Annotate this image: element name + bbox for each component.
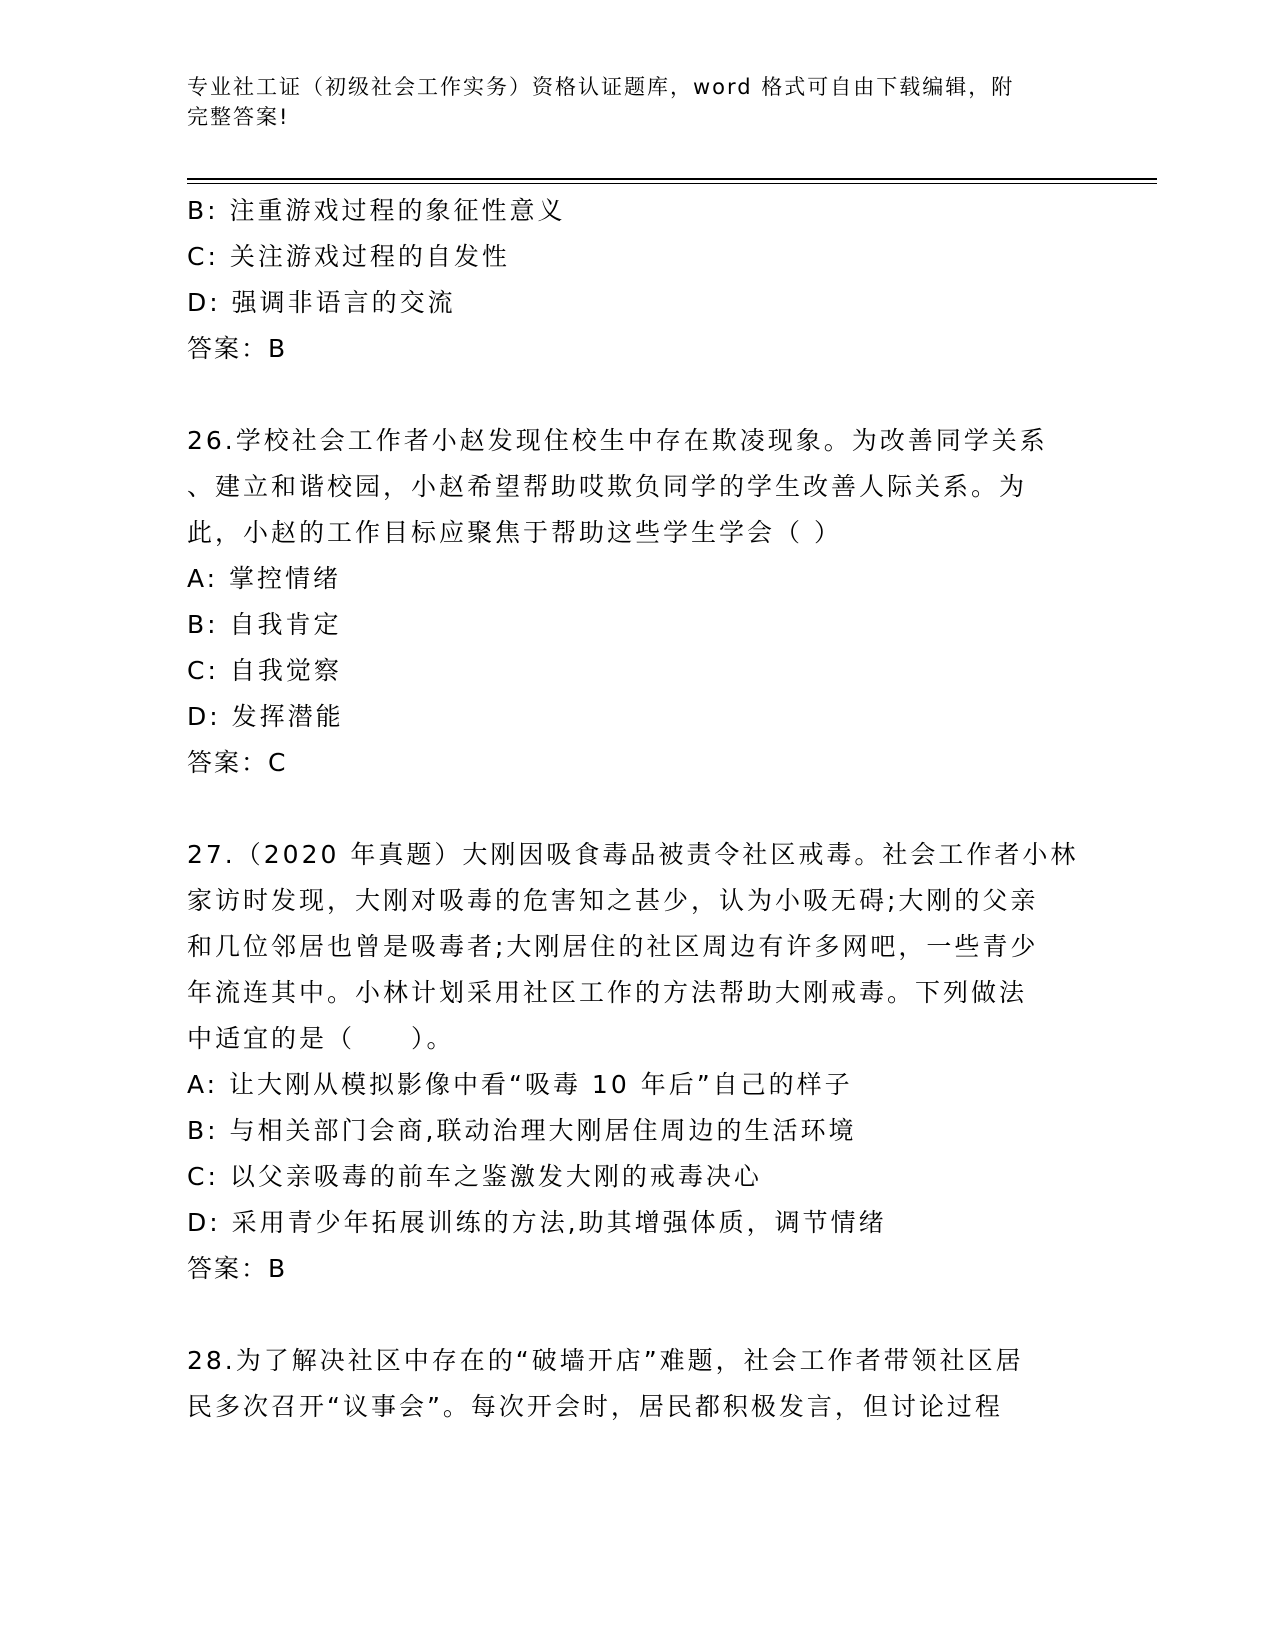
question-stem-line: 此，小赵的工作目标应聚焦于帮助这些学生学会（ ）	[187, 518, 842, 547]
question-stem-line: 中适宜的是（ ）。	[187, 1024, 455, 1053]
header-line: 完整答案!	[187, 105, 290, 129]
question-stem-line: 家访时发现，大刚对吸毒的危害知之甚少，认为小吸无碍;大刚的父亲	[187, 886, 1039, 915]
answer: 答案：C	[187, 748, 288, 777]
question-stem-line: 27.（2020 年真题）大刚因吸食毒品被责令社区戒毒。社会工作者小林	[187, 840, 1079, 869]
question-stem-line: 、建立和谐校园，小赵希望帮助哎欺负同学的学生改善人际关系。为	[187, 472, 1028, 501]
spacer	[187, 786, 1087, 832]
prev-question	[187, 188, 1087, 372]
question-stem-line: 和几位邻居也曾是吸毒者;大刚居住的社区周边有许多网吧，一些青少	[187, 932, 1039, 961]
option-b: B: 注重游戏过程的象征性意义	[187, 196, 566, 225]
question-stem-line: 年流连其中。小林计划采用社区工作的方法帮助大刚戒毒。下列做法	[187, 978, 1028, 1007]
option-d: D: 发挥潜能	[187, 702, 344, 731]
spacer	[187, 1292, 1087, 1338]
option-a: A: 让大刚从模拟影像中看“吸毒 10 年后”自己的样子	[187, 1070, 853, 1099]
option-b: B: 与相关部门会商,联动治理大刚居住周边的生活环境	[187, 1116, 857, 1145]
question-stem-line: 26.学校社会工作者小赵发现住校生中存在欺凌现象。为改善同学关系	[187, 426, 1048, 455]
option-b: B: 自我肯定	[187, 610, 342, 639]
question-27	[187, 832, 1087, 1292]
header-rule-thick	[187, 178, 1157, 180]
question-content	[187, 188, 1087, 1430]
option-c: C: 以父亲吸毒的前车之鉴激发大刚的戒毒决心	[187, 1162, 762, 1191]
option-c: C: 关注游戏过程的自发性	[187, 242, 510, 271]
option-c: C: 自我觉察	[187, 656, 342, 685]
answer: 答案：B	[187, 334, 288, 363]
header-line: 专业社工证（初级社会工作实务）资格认证题库，word 格式可自由下载编辑，附	[187, 75, 1015, 99]
answer: 答案：B	[187, 1254, 288, 1283]
option-d: D: 强调非语言的交流	[187, 288, 456, 317]
option-d: D: 采用青少年拓展训练的方法,助其增强体质，调节情绪	[187, 1208, 887, 1237]
question-stem-line: 民多次召开“议事会”。每次开会时，居民都积极发言，但讨论过程	[187, 1392, 1003, 1421]
question-stem-line: 28.为了解决社区中存在的“破墙开店”难题，社会工作者带领社区居	[187, 1346, 1024, 1375]
question-28	[187, 1338, 1087, 1430]
option-a: A: 掌控情绪	[187, 564, 342, 593]
spacer	[187, 372, 1087, 418]
question-26	[187, 418, 1087, 786]
document-header	[187, 72, 1067, 132]
header-rule-thin	[187, 183, 1157, 184]
